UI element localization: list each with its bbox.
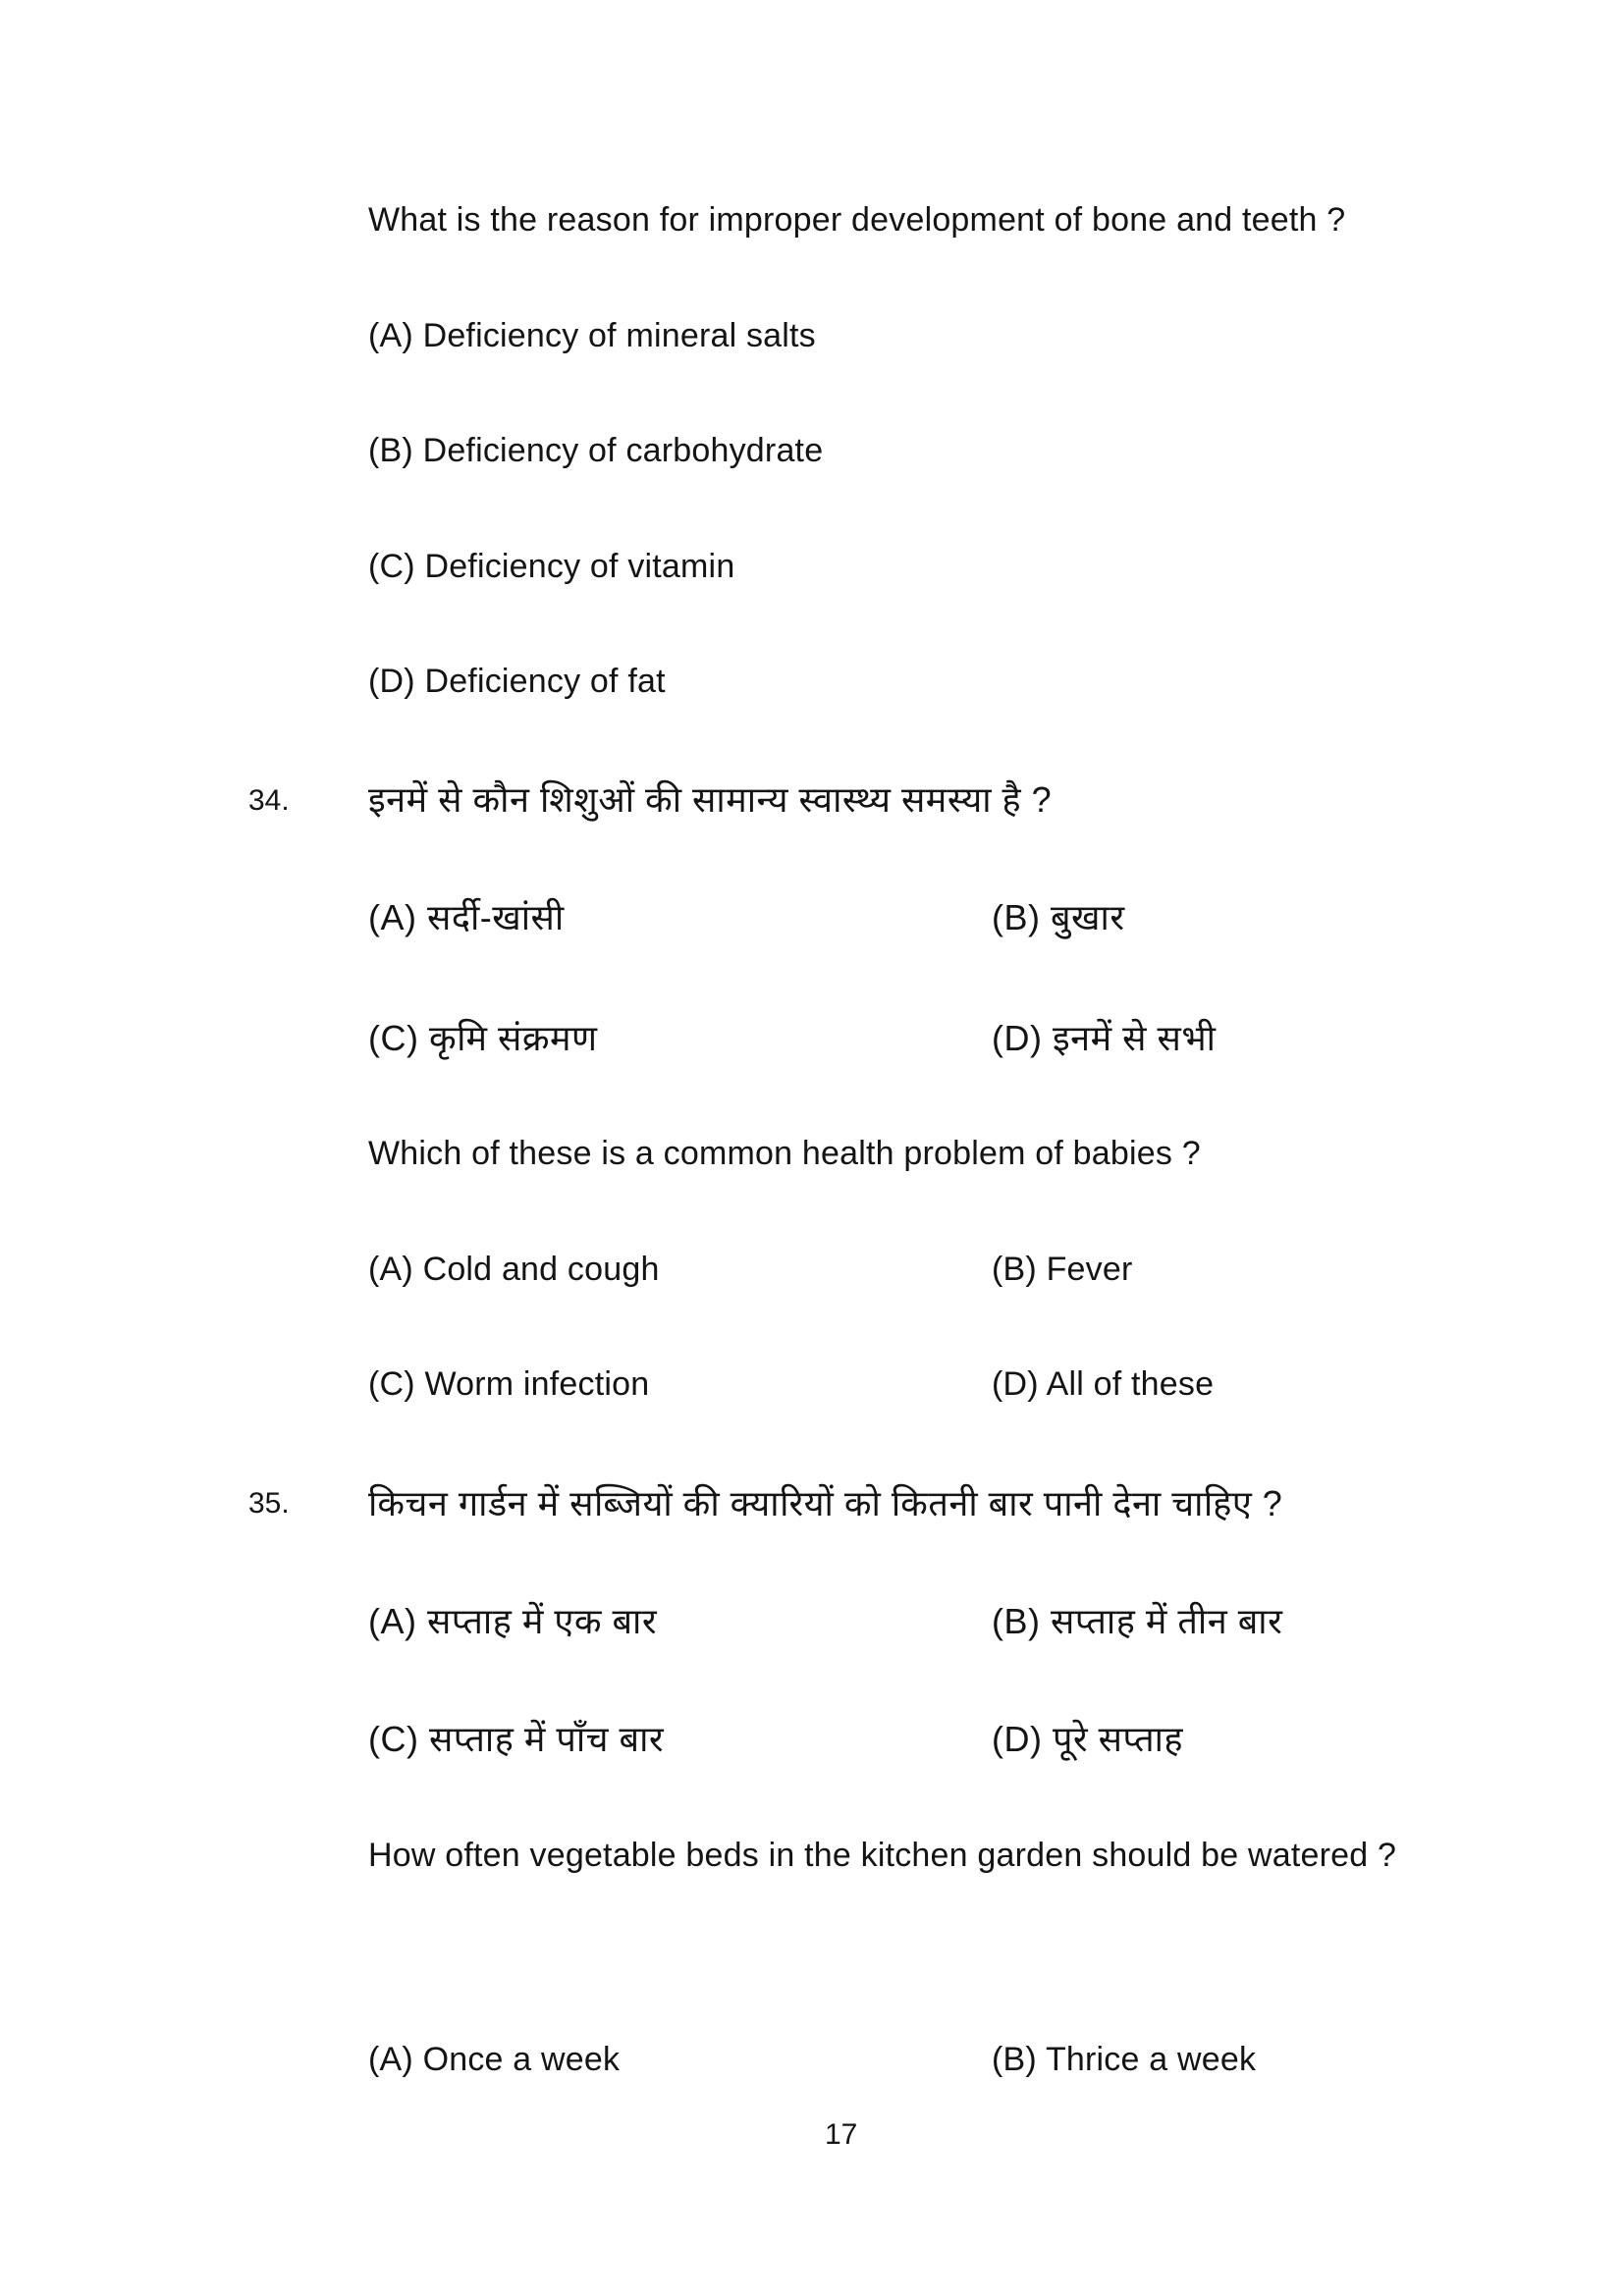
question-35-hindi-option-b: (B) सप्ताह में तीन बार	[992, 1601, 1283, 1641]
question-34-english-option-b: (B) Fever	[992, 1251, 1133, 1288]
question-34-hindi-option-a: (A) सर्दी-खांसी	[368, 897, 565, 937]
question-33-option-b: (B) Deficiency of carbohydrate	[368, 432, 824, 469]
question-34-english-option-c: (C) Worm infection	[368, 1365, 650, 1403]
question-34-hindi-option-c: (C) कृमि संक्रमण	[368, 1018, 598, 1058]
question-34-hindi-text: इनमें से कौन शिशुओं की सामान्य स्वास्थ्य समस्या है ?	[368, 779, 1053, 820]
page-number: 17	[825, 2118, 858, 2151]
question-34-english-text: Which of these is a common health problem of babies ?	[368, 1135, 1201, 1172]
question-35-number: 35.	[248, 1487, 290, 1520]
question-33-option-c: (C) Deficiency of vitamin	[368, 548, 735, 585]
question-34-number: 34.	[248, 784, 290, 817]
question-35-english-text: How often vegetable beds in the kitchen garden should be watered ?	[368, 1837, 1397, 1874]
question-34-english-option-a: (A) Cold and cough	[368, 1251, 660, 1288]
question-34-hindi-option-b: (B) बुखार	[992, 897, 1125, 937]
question-33-option-d: (D) Deficiency of fat	[368, 663, 666, 700]
question-35-hindi-option-d: (D) पूरे सप्ताह	[992, 1719, 1184, 1759]
question-35-hindi-option-a: (A) सप्ताह में एक बार	[368, 1601, 658, 1641]
question-34-hindi-option-d: (D) इनमें से सभी	[992, 1018, 1217, 1058]
question-35-hindi-option-c: (C) सप्ताह में पाँच बार	[368, 1719, 665, 1759]
question-33-english-text: What is the reason for improper development of bone and teeth ?	[368, 201, 1346, 239]
question-35-hindi-text: किचन गार्डन में सब्जियों की क्यारियों को कितनी बार पानी देना चाहिए ?	[368, 1483, 1283, 1523]
question-35-english-option-b: (B) Thrice a week	[992, 2041, 1257, 2078]
question-34-english-option-d: (D) All of these	[992, 1365, 1215, 1403]
question-33-option-a: (A) Deficiency of mineral salts	[368, 317, 816, 354]
question-35-english-option-a: (A) Once a week	[368, 2041, 621, 2078]
